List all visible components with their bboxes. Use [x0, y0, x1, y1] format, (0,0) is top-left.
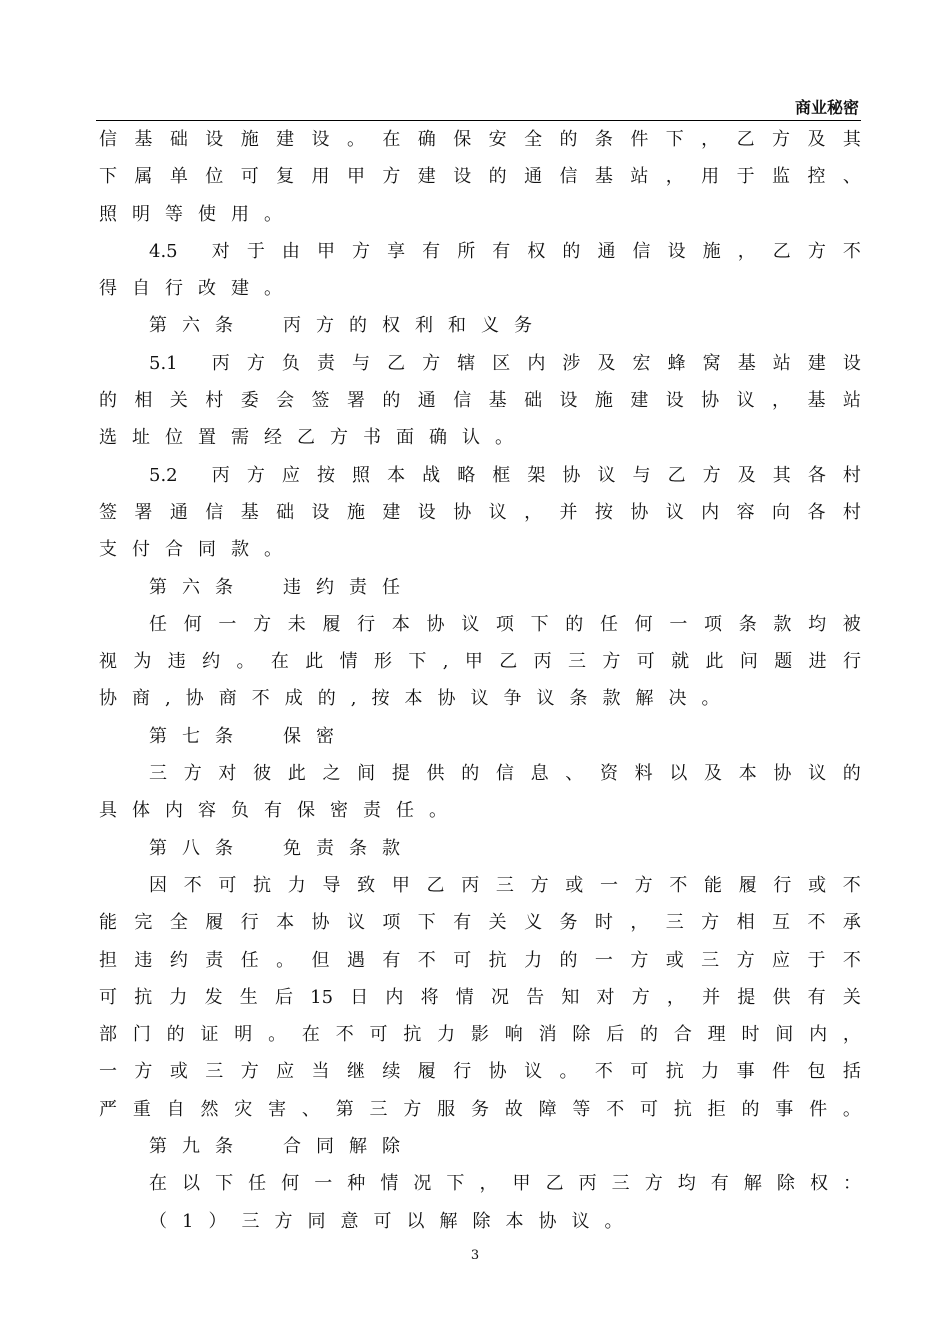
text-line: 严 重 自 然 灾 害 、 第 三 方 服 务 故 障 等 不 可 抗 拒 的 事 件 。 [99, 1098, 861, 1120]
text-line: 三 方 对 彼 此 之 间 提 供 的 信 息 、 资 料 以 及 本 协 议 的 [149, 763, 861, 785]
text-line: 第 六 条 违 约 责 任 [149, 576, 400, 598]
text-line: 视 为 违 约 。 在 此 情 形 下 , 甲 乙 丙 三 方 可 就 此 问 题 进 行 [99, 651, 861, 673]
text-line: 支 付 合 同 款 。 [99, 539, 282, 561]
text-line: 选 址 位 置 需 经 乙 方 书 面 确 认 。 [99, 427, 513, 449]
text-line: 任 何 一 方 未 履 行 本 协 议 项 下 的 任 何 一 项 条 款 均 被 [149, 613, 861, 635]
text-line: （ 1 ） 三 方 同 意 可 以 解 除 本 协 议 。 [149, 1210, 623, 1232]
text-line: 第 七 条 保 密 [149, 725, 334, 747]
text-line: 第 八 条 免 责 条 款 [149, 837, 400, 859]
text-line: 在 以 下 任 何 一 种 情 况 下 ， 甲 乙 丙 三 方 均 有 解 除 权 ： [149, 1173, 861, 1195]
text-line: 担 违 约 责 任 。 但 遇 有 不 可 抗 力 的 一 方 或 三 方 应 于 不 [99, 949, 861, 971]
text-line: 因 不 可 抗 力 导 致 甲 乙 丙 三 方 或 一 方 不 能 履 行 或 不 [149, 874, 861, 896]
text-line: 协 商 , 协 商 不 成 的 , 按 本 协 议 争 议 条 款 解 决 。 [99, 688, 720, 710]
page-number: 3 [470, 1248, 480, 1263]
text-line: 能 完 全 履 行 本 协 议 项 下 有 关 义 务 时 ， 三 方 相 互 不 承 [99, 912, 861, 934]
text-line: 5.1 丙 方 负 责 与 乙 方 辖 区 内 涉 及 宏 蜂 窝 基 站 建 设 [149, 352, 861, 374]
text-line: 第 六 条 丙 方 的 权 利 和 义 务 [149, 315, 532, 337]
text-line: 信 基 础 设 施 建 设 。 在 确 保 安 全 的 条 件 下 ， 乙 方 及 其 [99, 129, 861, 150]
confidential-header: 商业秘密 [794, 98, 859, 117]
text-line: 4.5 对 于 由 甲 方 享 有 所 有 权 的 通 信 设 施 ， 乙 方 不 [149, 240, 861, 262]
text-line: 一 方 或 三 方 应 当 继 续 履 行 协 议 。 不 可 抗 力 事 件 包 括 [99, 1061, 861, 1083]
text-line: 得 自 行 改 建 。 [99, 278, 282, 300]
text-line: 下 属 单 位 可 复 用 甲 方 建 设 的 通 信 基 站 ， 用 于 监 控 、 [99, 166, 861, 188]
text-line: 可 抗 力 发 生 后 15 日 内 将 情 况 告 知 对 方 ， 并 提 供 有 关 [99, 986, 861, 1008]
text-line: 签 署 通 信 基 础 设 施 建 设 协 议 ， 并 按 协 议 内 容 向 各 村 [99, 501, 861, 523]
text-line: 照 明 等 使 用 。 [99, 203, 282, 225]
text-line: 5.2 丙 方 应 按 照 本 战 略 框 架 协 议 与 乙 方 及 其 各 村 [149, 464, 861, 486]
text-line: 的 相 关 村 委 会 签 署 的 通 信 基 础 设 施 建 设 协 议 ， 基 站 [99, 390, 861, 412]
text-line: 具 体 内 容 负 有 保 密 责 任 。 [99, 800, 447, 822]
text-line: 部 门 的 证 明 。 在 不 可 抗 力 影 响 消 除 后 的 合 理 时 间 内 ， [99, 1024, 861, 1046]
body-text [99, 121, 861, 1240]
text-line: 第 九 条 合 同 解 除 [149, 1136, 400, 1158]
